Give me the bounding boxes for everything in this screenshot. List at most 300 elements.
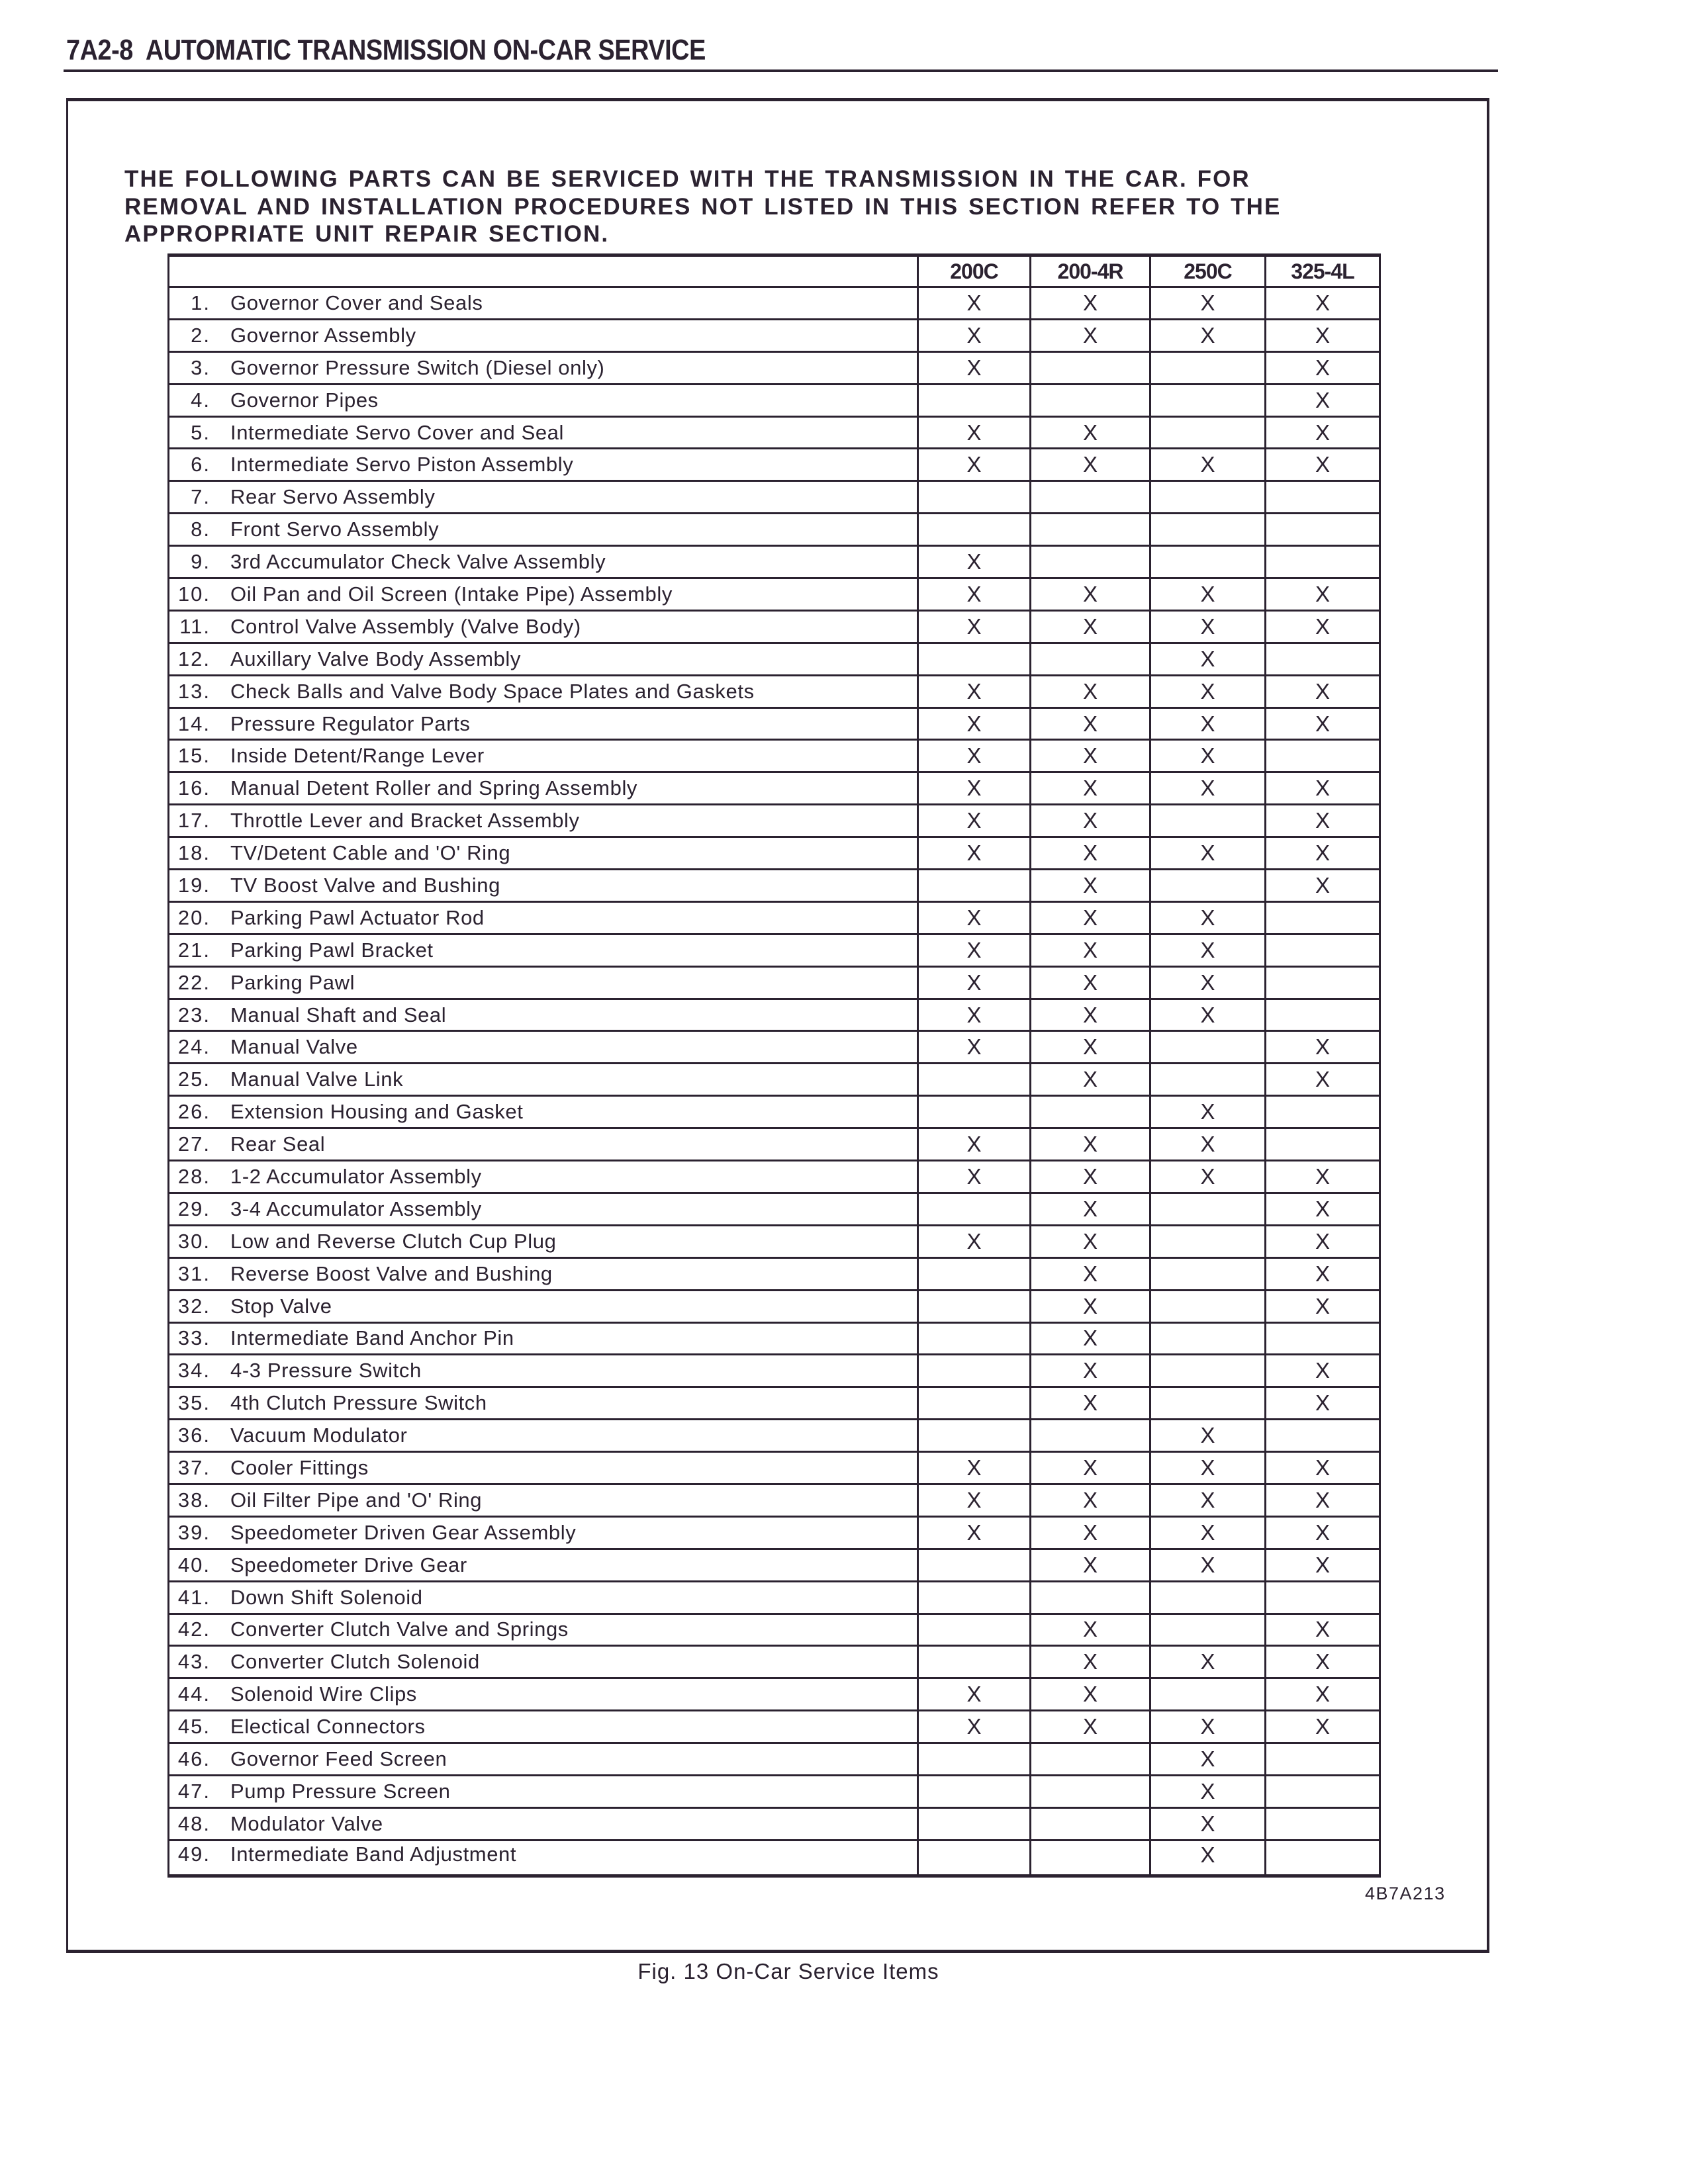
column-header-200c: 200C [918, 255, 1031, 287]
table-row [169, 610, 1380, 643]
x-mark-icon: X [1082, 1326, 1098, 1351]
x-mark-icon: X [966, 678, 982, 704]
x-mark-icon: X [1200, 1423, 1215, 1448]
table-row [169, 514, 1380, 546]
item-number: 4. [191, 388, 211, 412]
x-mark-icon: X [1315, 1034, 1330, 1060]
mark-cell-200-4r [1031, 1549, 1150, 1581]
mark-cell-200-4r [1031, 1711, 1150, 1743]
x-mark-icon: X [966, 841, 982, 866]
x-mark-icon: X [1200, 1132, 1215, 1157]
x-mark-icon: X [1200, 776, 1215, 801]
x-mark-icon: X [1315, 322, 1330, 347]
mark-cell-200-4r [1031, 675, 1150, 707]
mark-cell-200c [918, 351, 1031, 384]
mark-cell-250c [1150, 1225, 1266, 1257]
mark-cell-200c [918, 1420, 1031, 1452]
item-label-cell [169, 1646, 918, 1678]
mark-cell-200c [918, 384, 1031, 416]
x-mark-icon: X [1200, 841, 1215, 866]
item-name: Governor Feed Screen [230, 1747, 447, 1771]
mark-cell-200-4r [1031, 449, 1150, 481]
mark-cell-250c [1150, 1614, 1266, 1646]
mark-cell-325-4l [1266, 578, 1380, 611]
x-mark-icon: X [1082, 1228, 1098, 1253]
instructions-text [124, 165, 1435, 248]
table-row [169, 1322, 1380, 1355]
mark-cell-325-4l [1266, 1807, 1380, 1840]
item-name: Electical Connectors [230, 1715, 426, 1739]
mark-cell-200c [918, 1290, 1031, 1322]
mark-cell-325-4l [1266, 1031, 1380, 1064]
item-name: Oil Pan and Oil Screen (Intake Pipe) Assembly [230, 582, 673, 606]
table-row [169, 1484, 1380, 1516]
item-name: Governor Assembly [230, 323, 416, 347]
mark-cell-250c [1150, 1646, 1266, 1678]
item-number: 30. [177, 1229, 211, 1253]
item-name: 3-4 Accumulator Assembly [230, 1197, 482, 1220]
item-name: Stop Valve [230, 1294, 332, 1318]
item-label-cell [169, 772, 918, 805]
x-mark-icon: X [1315, 387, 1330, 412]
item-label-cell [169, 1840, 918, 1876]
table-row [169, 1614, 1380, 1646]
section-number: 7A2-8 [66, 34, 133, 66]
table-row [169, 1290, 1380, 1322]
table-row [169, 1225, 1380, 1257]
mark-cell-200c [918, 514, 1031, 546]
mark-cell-200c [918, 1807, 1031, 1840]
table-row [169, 481, 1380, 514]
mark-cell-200-4r [1031, 1193, 1150, 1225]
mark-cell-325-4l [1266, 740, 1380, 772]
table-row [169, 1161, 1380, 1193]
x-mark-icon: X [966, 1002, 982, 1027]
x-mark-icon: X [966, 549, 982, 574]
x-mark-icon: X [1315, 1163, 1330, 1189]
mark-cell-325-4l [1266, 351, 1380, 384]
mark-cell-250c [1150, 514, 1266, 546]
table-row [169, 901, 1380, 934]
x-mark-icon: X [1200, 1455, 1215, 1480]
x-mark-icon: X [966, 711, 982, 736]
mark-cell-250c [1150, 1387, 1266, 1420]
mark-cell-200-4r [1031, 934, 1150, 966]
x-mark-icon: X [1082, 743, 1098, 768]
table-row [169, 934, 1380, 966]
mark-cell-325-4l [1266, 610, 1380, 643]
table-row [169, 772, 1380, 805]
mark-cell-250c [1150, 966, 1266, 999]
x-mark-icon: X [1082, 1552, 1098, 1577]
item-label-cell [169, 384, 918, 416]
x-mark-icon: X [1200, 581, 1215, 606]
mark-cell-325-4l [1266, 1775, 1380, 1807]
item-label-cell [169, 999, 918, 1031]
item-number: 18. [177, 841, 211, 865]
item-name: Throttle Lever and Bracket Assembly [230, 809, 580, 833]
mark-cell-325-4l [1266, 1420, 1380, 1452]
mark-cell-325-4l [1266, 1614, 1380, 1646]
table-row [169, 351, 1380, 384]
item-number: 12. [177, 647, 211, 670]
mark-cell-200-4r [1031, 1031, 1150, 1064]
item-number: 35. [177, 1391, 211, 1415]
table-row [169, 675, 1380, 707]
table-row [169, 416, 1380, 449]
item-number: 16. [177, 776, 211, 800]
item-name: 4-3 Pressure Switch [230, 1359, 422, 1383]
item-label-cell [169, 1678, 918, 1711]
mark-cell-250c [1150, 1516, 1266, 1549]
x-mark-icon: X [1082, 290, 1098, 315]
item-name: Rear Seal [230, 1132, 326, 1156]
x-mark-icon: X [1315, 1682, 1330, 1707]
mark-cell-325-4l [1266, 1678, 1380, 1711]
item-label-cell [169, 546, 918, 578]
mark-cell-200c [918, 740, 1031, 772]
mark-cell-325-4l [1266, 1549, 1380, 1581]
item-label-cell [169, 1031, 918, 1064]
mark-cell-200-4r [1031, 1581, 1150, 1614]
mark-cell-200c [918, 934, 1031, 966]
mark-cell-250c [1150, 449, 1266, 481]
mark-cell-200-4r [1031, 837, 1150, 870]
x-mark-icon: X [1315, 290, 1330, 315]
x-mark-icon: X [1315, 1228, 1330, 1253]
page-title: AUTOMATIC TRANSMISSION ON-CAR SERVICE [145, 34, 706, 66]
item-number: 34. [177, 1359, 211, 1383]
mark-cell-200c [918, 1257, 1031, 1290]
on-car-service-table [167, 253, 1381, 1878]
x-mark-icon: X [966, 1520, 982, 1545]
item-number: 3. [191, 355, 211, 379]
item-label-cell [169, 416, 918, 449]
x-mark-icon: X [1200, 1487, 1215, 1512]
mark-cell-325-4l [1266, 1516, 1380, 1549]
mark-cell-200-4r [1031, 1064, 1150, 1096]
item-name: Check Balls and Valve Body Space Plates and Gaskets [230, 679, 755, 703]
mark-cell-325-4l [1266, 966, 1380, 999]
mark-cell-200-4r [1031, 1743, 1150, 1776]
item-number: 40. [177, 1553, 211, 1576]
instructions-line: REMOVAL AND INSTALLATION PROCEDURES NOT LISTED IN THIS SECTION REFER TO THE [124, 193, 1282, 220]
mark-cell-200-4r [1031, 319, 1150, 351]
item-name: 4th Clutch Pressure Switch [230, 1391, 487, 1415]
x-mark-icon: X [1315, 1455, 1330, 1480]
x-mark-icon: X [1315, 872, 1330, 897]
item-name: Intermediate Band Adjustment [230, 1842, 517, 1866]
mark-cell-200-4r [1031, 1420, 1150, 1452]
x-mark-icon: X [1082, 1261, 1098, 1286]
item-number: 19. [177, 873, 211, 897]
x-mark-icon: X [1082, 1196, 1098, 1221]
mark-cell-250c [1150, 1711, 1266, 1743]
x-mark-icon: X [966, 581, 982, 606]
mark-cell-200-4r [1031, 1387, 1150, 1420]
item-number: 14. [177, 711, 211, 735]
item-label-cell [169, 707, 918, 740]
instructions-line: THE FOLLOWING PARTS CAN BE SERVICED WITH THE TRANSMISSION IN THE CAR. FOR [124, 166, 1250, 192]
item-name: 3rd Accumulator Check Valve Assembly [230, 550, 606, 574]
page-header [66, 34, 706, 66]
table-row [169, 449, 1380, 481]
x-mark-icon: X [1200, 646, 1215, 671]
mark-cell-200c [918, 1549, 1031, 1581]
x-mark-icon: X [1315, 452, 1330, 477]
column-header-325-4l: 325-4L [1266, 255, 1380, 287]
item-number: 15. [177, 744, 211, 768]
mark-cell-250c [1150, 1484, 1266, 1516]
mark-cell-325-4l [1266, 1387, 1380, 1420]
x-mark-icon: X [1082, 420, 1098, 445]
x-mark-icon: X [966, 1487, 982, 1512]
x-mark-icon: X [966, 776, 982, 801]
x-mark-icon: X [1082, 1358, 1098, 1383]
item-name: 1-2 Accumulator Assembly [230, 1164, 482, 1188]
mark-cell-250c [1150, 416, 1266, 449]
x-mark-icon: X [1315, 1390, 1330, 1416]
item-name: Solenoid Wire Clips [230, 1682, 417, 1706]
item-name: Reverse Boost Valve and Bushing [230, 1261, 553, 1285]
item-label-cell [169, 1614, 918, 1646]
item-label-cell [169, 837, 918, 870]
item-label-cell [169, 1581, 918, 1614]
x-mark-icon: X [1315, 1293, 1330, 1318]
mark-cell-325-4l [1266, 1128, 1380, 1161]
mark-cell-200c [918, 1775, 1031, 1807]
mark-cell-200-4r [1031, 966, 1150, 999]
item-label-cell [169, 319, 918, 351]
mark-cell-200-4r [1031, 707, 1150, 740]
mark-cell-250c [1150, 1322, 1266, 1355]
mark-cell-325-4l [1266, 416, 1380, 449]
x-mark-icon: X [966, 420, 982, 445]
x-mark-icon: X [1082, 937, 1098, 962]
item-number: 36. [177, 1424, 211, 1447]
mark-cell-325-4l [1266, 934, 1380, 966]
table-row [169, 1807, 1380, 1840]
x-mark-icon: X [1082, 614, 1098, 639]
item-label-cell [169, 1355, 918, 1387]
item-label-cell [169, 1064, 918, 1096]
x-mark-icon: X [966, 743, 982, 768]
item-name: Parking Pawl [230, 970, 355, 994]
table-row [169, 319, 1380, 351]
x-mark-icon: X [1082, 1132, 1098, 1157]
x-mark-icon: X [1315, 1196, 1330, 1221]
x-mark-icon: X [966, 905, 982, 930]
table-row [169, 805, 1380, 837]
mark-cell-200-4r [1031, 1257, 1150, 1290]
figure-caption: Fig. 13 On-Car Service Items [637, 1959, 939, 1983]
mark-cell-200c [918, 805, 1031, 837]
mark-cell-200c [918, 1711, 1031, 1743]
item-number: 49. [177, 1842, 211, 1866]
mark-cell-250c [1150, 1452, 1266, 1484]
mark-cell-200-4r [1031, 416, 1150, 449]
mark-cell-250c [1150, 319, 1266, 351]
x-mark-icon: X [1315, 1714, 1330, 1739]
mark-cell-325-4l [1266, 514, 1380, 546]
mark-cell-200c [918, 1322, 1031, 1355]
mark-cell-250c [1150, 1775, 1266, 1807]
mark-cell-250c [1150, 772, 1266, 805]
mark-cell-325-4l [1266, 901, 1380, 934]
mark-cell-250c [1150, 934, 1266, 966]
item-name: Front Servo Assembly [230, 518, 440, 541]
mark-cell-200-4r [1031, 870, 1150, 902]
x-mark-icon: X [1200, 1099, 1215, 1124]
table-body [169, 287, 1380, 1876]
mark-cell-250c [1150, 1257, 1266, 1290]
x-mark-icon: X [1082, 1682, 1098, 1707]
mark-cell-200c [918, 1064, 1031, 1096]
x-mark-icon: X [1315, 1487, 1330, 1512]
item-label-cell [169, 1452, 918, 1484]
item-name: Manual Valve Link [230, 1068, 404, 1091]
mark-cell-250c [1150, 999, 1266, 1031]
mark-cell-250c [1150, 805, 1266, 837]
item-name: Intermediate Servo Cover and Seal [230, 420, 565, 444]
item-name: Control Valve Assembly (Valve Body) [230, 614, 581, 638]
item-label-cell [169, 481, 918, 514]
item-label-cell [169, 740, 918, 772]
mark-cell-325-4l [1266, 837, 1380, 870]
mark-cell-200c [918, 999, 1031, 1031]
table-row [169, 1646, 1380, 1678]
x-mark-icon: X [1082, 1002, 1098, 1027]
x-mark-icon: X [1200, 970, 1215, 995]
table-row [169, 870, 1380, 902]
item-name: Governor Cover and Seals [230, 291, 483, 314]
item-name: Intermediate Servo Piston Assembly [230, 453, 574, 477]
x-mark-icon: X [1082, 872, 1098, 897]
x-mark-icon: X [1315, 1358, 1330, 1383]
mark-cell-200c [918, 1031, 1031, 1064]
x-mark-icon: X [1200, 614, 1215, 639]
mark-cell-200-4r [1031, 1516, 1150, 1549]
mark-cell-250c [1150, 1678, 1266, 1711]
mark-cell-325-4l [1266, 1225, 1380, 1257]
mark-cell-200c [918, 1678, 1031, 1711]
item-label-cell [169, 351, 918, 384]
item-name: Modulator Valve [230, 1811, 383, 1835]
item-number: 47. [177, 1779, 211, 1803]
item-name: Low and Reverse Clutch Cup Plug [230, 1229, 557, 1253]
mark-cell-200-4r [1031, 610, 1150, 643]
item-label-cell [169, 870, 918, 902]
mark-cell-250c [1150, 1807, 1266, 1840]
item-number: 44. [177, 1682, 211, 1706]
mark-cell-200c [918, 546, 1031, 578]
x-mark-icon: X [1200, 1520, 1215, 1545]
x-mark-icon: X [1082, 808, 1098, 833]
item-label-cell [169, 643, 918, 675]
mark-cell-325-4l [1266, 870, 1380, 902]
table-row [169, 287, 1380, 320]
x-mark-icon: X [1315, 678, 1330, 704]
item-label-cell [169, 1516, 918, 1549]
item-label-cell [169, 1257, 918, 1290]
mark-cell-200c [918, 675, 1031, 707]
x-mark-icon: X [966, 1682, 982, 1707]
mark-cell-250c [1150, 384, 1266, 416]
mark-cell-250c [1150, 578, 1266, 611]
mark-cell-250c [1150, 610, 1266, 643]
item-number: 21. [177, 938, 211, 962]
item-number: 24. [177, 1035, 211, 1059]
x-mark-icon: X [1315, 420, 1330, 445]
item-number: 31. [177, 1261, 211, 1285]
item-name: Inside Detent/Range Lever [230, 744, 485, 768]
mark-cell-200c [918, 966, 1031, 999]
item-number: 45. [177, 1715, 211, 1739]
x-mark-icon: X [1082, 1487, 1098, 1512]
x-mark-icon: X [1082, 1163, 1098, 1189]
x-mark-icon: X [1200, 1002, 1215, 1027]
mark-cell-325-4l [1266, 707, 1380, 740]
x-mark-icon: X [1082, 581, 1098, 606]
item-number: 29. [177, 1197, 211, 1220]
item-number: 26. [177, 1100, 211, 1124]
mark-cell-200-4r [1031, 481, 1150, 514]
mark-cell-200-4r [1031, 351, 1150, 384]
table-row [169, 837, 1380, 870]
x-mark-icon: X [1200, 743, 1215, 768]
x-mark-icon: X [1200, 1747, 1215, 1772]
mark-cell-200-4r [1031, 1678, 1150, 1711]
item-number: 11. [179, 614, 211, 638]
mark-cell-200c [918, 837, 1031, 870]
item-name: Pump Pressure Screen [230, 1779, 451, 1803]
item-number: 10. [177, 582, 211, 606]
mark-cell-200c [918, 1516, 1031, 1549]
mark-cell-250c [1150, 287, 1266, 320]
mark-cell-325-4l [1266, 1161, 1380, 1193]
table-row [169, 1711, 1380, 1743]
mark-cell-200-4r [1031, 740, 1150, 772]
table-row [169, 1420, 1380, 1452]
mark-cell-325-4l [1266, 805, 1380, 837]
item-name: Rear Servo Assembly [230, 485, 436, 509]
item-name: TV/Detent Cable and 'O' Ring [230, 841, 511, 865]
mark-cell-325-4l [1266, 546, 1380, 578]
mark-cell-200-4r [1031, 1807, 1150, 1840]
mark-cell-250c [1150, 740, 1266, 772]
x-mark-icon: X [966, 1132, 982, 1157]
x-mark-icon: X [1200, 1811, 1215, 1836]
table-row [169, 643, 1380, 675]
mark-cell-200-4r [1031, 643, 1150, 675]
item-number: 28. [177, 1164, 211, 1188]
x-mark-icon: X [966, 290, 982, 315]
mark-cell-200-4r [1031, 1452, 1150, 1484]
table-row [169, 1128, 1380, 1161]
item-number: 39. [177, 1520, 211, 1544]
x-mark-icon: X [966, 1228, 982, 1253]
table-row [169, 707, 1380, 740]
mark-cell-200c [918, 901, 1031, 934]
item-label-cell [169, 934, 918, 966]
mark-cell-250c [1150, 1128, 1266, 1161]
item-number: 9. [191, 550, 211, 574]
item-name: Speedometer Drive Gear [230, 1553, 467, 1576]
x-mark-icon: X [1315, 711, 1330, 736]
table-row [169, 740, 1380, 772]
mark-cell-200-4r [1031, 1128, 1150, 1161]
mark-cell-200c [918, 1193, 1031, 1225]
